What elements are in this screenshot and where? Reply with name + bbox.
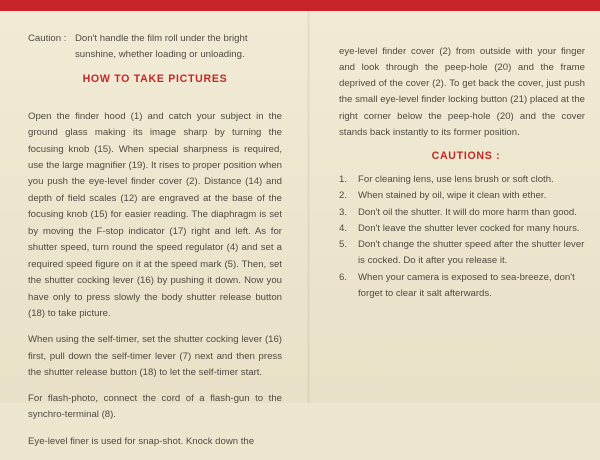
how-to-continuation <box>339 34 585 151</box>
red-header-band <box>0 0 600 11</box>
caution-item <box>339 237 585 270</box>
caution-item-text: Don't leave the shutter lever cocked for many hours. <box>358 222 580 234</box>
caution-item-number: 2. <box>339 190 348 202</box>
cautions-title: CAUTIONS : <box>431 150 501 162</box>
caution-item-number: 6. <box>339 271 348 283</box>
caution-item-text: Don't oil the shutter. It will do more harm than good. <box>358 206 577 218</box>
page-fold-crease <box>307 11 310 403</box>
film-handling-caution <box>28 31 282 63</box>
caution-item <box>339 172 585 188</box>
caution-label: Caution : <box>28 33 67 44</box>
how-to-paragraph-3: For flash-photo, connect the cord of a flash-gun to the synchro-terminal (8). <box>28 393 282 421</box>
how-to-paragraph-4: Eye-level finer is used for snap-shot. Knock down the <box>28 435 255 447</box>
caution-item-text: Don't change the shutter speed after the shutter lever is cocked. Do it after you release it. <box>358 239 585 267</box>
how-to-body <box>28 99 282 460</box>
caution-item-number: 5. <box>339 239 348 251</box>
caution-text: Don't handle the film roll under the bright sunshine, whether loading or unloading. <box>75 33 248 60</box>
caution-item <box>339 188 585 204</box>
caution-item-text: When stained by oil, wipe it clean with ether. <box>358 190 547 202</box>
how-to-take-pictures-title: HOW TO TAKE PICTURES <box>82 73 228 85</box>
caution-item-number: 1. <box>339 174 348 185</box>
caution-item <box>339 270 585 303</box>
how-to-paragraph-1: Open the finder hood (1) and catch your subject in the ground glass making its image sharp by turning the focusing knob (15). When special sharpness is required, use the large magnifier (19). It rises to proper position when you push the eye-level finder cover (2). Distance (14) and depth of field scales (12) are engraved at the base of the focusing knob (15) for easier reading. The diaphragm is set by moving the F-stop indicator (17) right and left. As for shutter speed, turn round the speed regulator (4) and set a required speed figure on it at the speed mark (5). Then, set the shutter cocking lever (16) by pushing it down. Now you have only to press slowly the body shutter release button (18) to take picture. <box>28 110 282 320</box>
how-to-paragraph-2: When using the self-timer, set the shutter cocking lever (16) first, pull down the self-timer lever (7) next and then press the shutter release button (18) to let the self-timer start. <box>28 334 282 378</box>
cautions-list <box>339 172 585 302</box>
caution-item <box>339 221 585 237</box>
caution-item-number: 4. <box>339 222 348 234</box>
caution-item <box>339 205 585 221</box>
caution-item-text: For cleaning lens, use lens brush or soft cloth. <box>358 174 554 185</box>
caution-item-text: When your camera is exposed to sea-breeze, don't forget to clear it salt afterwards. <box>358 271 575 300</box>
eye-level-finder-text: eye-level finder cover (2) from outside with your finger and look through the peep-hole (20) and the frame deprived of the cover (2). To get back the cover, just push the small eye-level finder locking button (21) placed at the right corner below the peep-hole (20) and the cover stands back instantly to its former position. <box>339 45 585 139</box>
caution-item-number: 3. <box>339 206 348 218</box>
